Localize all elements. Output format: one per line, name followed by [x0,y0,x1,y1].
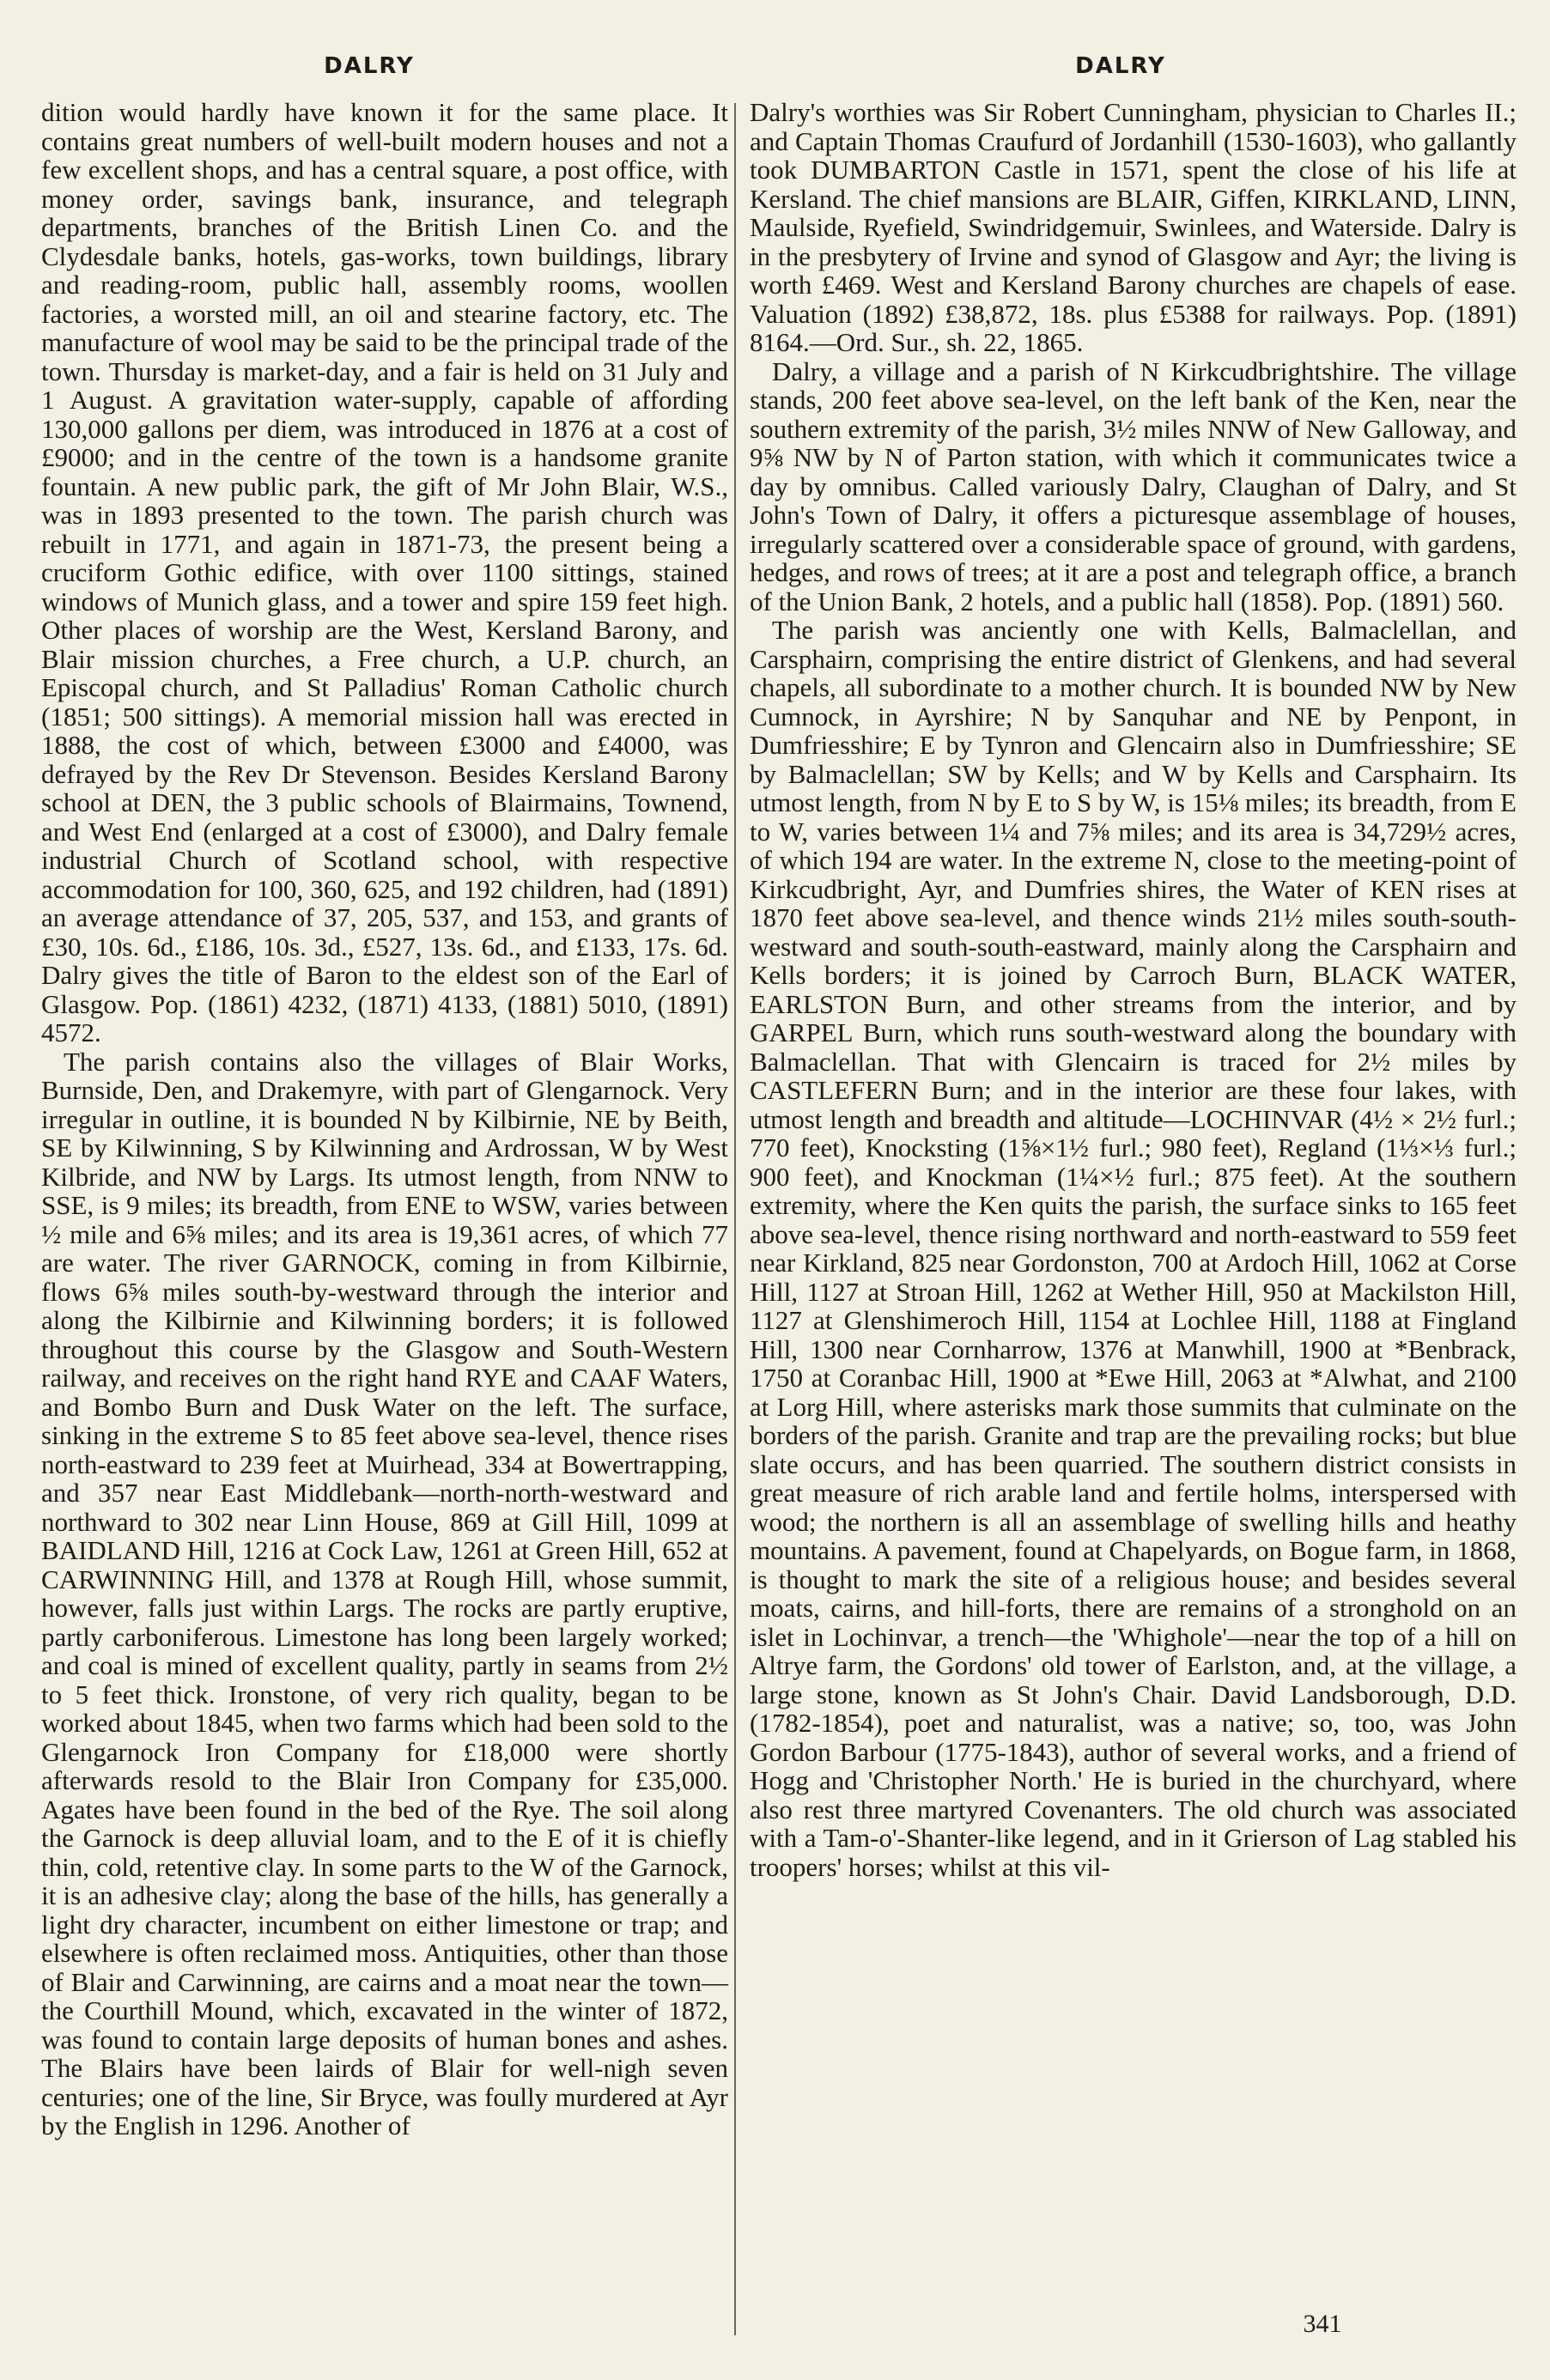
left-column [41,98,728,2140]
right-paragraph-3: The parish was anciently one with Kells, Balmaclellan, and Carsphairn, comprising the entire district of Glenkens, and had several chapels, all subordinate to a mother church. It is bounded NW by New Cumnock, in Ayrshire; N by Sanquhar and NE by Penpont, in Dumfriesshire; E by Tynron and Glencairn also in Dumfriesshire; SE by Balmaclellan; SW by Kells; and W by Kells and Carsphairn. Its utmost length, from N by E to S by W, is 15⅛ miles; its breadth, from E to W, varies between 1¼ and 7⅝ miles; and its area is 34,729½ acres, of which 194 are water. In the extreme N, close to the meeting-point of Kirkcudbright, Ayr, and Dumfries shires, the Water of KEN rises at 1870 feet above sea-level, and thence winds 21½ miles south-south-westward and south-south-eastward, mainly along the Carsphairn and Kells borders; it is joined by Carroch Burn, BLACK WATER, EARLSTON Burn, and other streams from the interior, and by GARPEL Burn, which runs south-westward along the boundary with Balmaclellan. That with Glencairn is traced for 2½ miles by CASTLEFERN Burn; and in the interior are these four lakes, with utmost length and breadth and altitude—LOCHINVAR (4½ × 2½ furl.; 770 feet), Knocksting (1⅝×1½ furl.; 980 feet), Regland (1⅓×⅓ furl.; 900 feet), and Knockman (1¼×½ furl.; 875 feet). At the southern extremity, where the Ken quits the parish, the surface sinks to 165 feet above sea-level, thence rising northward and north-eastward to 559 feet near Kirkland, 825 near Gordonston, 700 at Ardoch Hill, 1062 at Corse Hill, 1127 at Stroan Hill, 1262 at Wether Hill, 950 at Mackilston Hill, 1127 at Glenshimeroch Hill, 1154 at Lochlee Hill, 1188 at Fingland Hill, 1300 near Cornharrow, 1376 at Manwhill, 1900 at *Benbrack, 1750 at Coranbac Hill, 1900 at *Ewe Hill, 2063 at *Alwhat, and 2100 at Lorg Hill, where asterisks mark those summits that culminate on the borders of the parish. Granite and trap are the prevailing rocks; but blue slate occurs, and has been quarried. The southern district consists in great measure of rich arable land and fertile holms, interspersed with wood; the northern is all an assemblage of swelling hills and heathy mountains. A pavement, found at Chapelyards, on Bogue farm, in 1868, is thought to mark the site of a religious house; and besides several moats, cairns, and hill-forts, there are remains of a stronghold on an islet in Lochinvar, a trench—the 'Whighole'—near the top of a hill on Altrye farm, the Gordons' old tower of Earlston, and, at the village, a large stone, known as St John's Chair. David Landsborough, D.D. (1782-1854), poet and naturalist, was a native; so, too, was John Gordon Barbour (1775-1843), author of several works, and a friend of Hogg and 'Christopher North.' He is buried in the churchyard, where also rest three martyred Covenanters. The old church was associated with a Tam-o'-Shanter-like legend, and in it Grierson of Lag stabled his troopers' horses; whilst at this vil- [750,615,1517,1882]
right-column [750,98,1517,1881]
page-number: 341 [1303,2310,1342,2338]
right-paragraph-2: Dalry, a village and a parish of N Kirkcudbrightshire. The village stands, 200 feet above sea-level, on the left bank of the Ken, near the southern extremity of the parish, 3½ miles NNW of New Galloway, and 9⅝ NW by N of Parton station, with which it communicates twice a day by omnibus. Called variously Dalry, Claughan of Dalry, and St John's Town of Dalry, it offers a picturesque assemblage of houses, irregularly scattered over a considerable space of ground, with gardens, hedges, and rows of trees; at it are a post and telegraph office, a branch of the Union Bank, 2 hotels, and a public hall (1858). Pop. (1891) 560. [750,355,1517,616]
running-head-left: DALRY [324,53,415,79]
left-paragraph-2: The parish contains also the villages of Blair Works, Burnside, Den, and Drakemyre, with part of Glengarnock. Very irregular in outline, it is bounded N by Kilbirnie, NE by Beith, SE by Kilwinning, S by Kilwinning and Ardrossan, W by West Kilbride, and NW by Largs. Its utmost length, from NNW to SSE, is 9 miles; its breadth, from ENE to WSW, varies between ½ mile and 6⅝ miles; and its area is 19,361 acres, of which 77 are water. The river GARNOCK, coming in from Kilbirnie, flows 6⅝ miles south-by-westward through the interior and along the Kilbirnie and Kilwinning borders; it is followed throughout this course by the Glasgow and South-Western railway, and receives on the right hand RYE and CAAF Waters, and Bombo Burn and Dusk Water on the left. The surface, sinking in the extreme S to 85 feet above sea-level, thence rises north-eastward to 239 feet at Muirhead, 334 at Bowertrapping, and 357 near East Middlebank—north-north-westward and northward to 302 near Linn House, 869 at Gill Hill, 1099 at BAIDLAND Hill, 1216 at Cock Law, 1261 at Green Hill, 652 at CARWINNING Hill, and 1378 at Rough Hill, whose summit, however, falls just within Largs. The rocks are partly eruptive, partly carboniferous. Limestone has long been largely worked; and coal is mined of excellent quality, partly in seams from 2½ to 5 feet thick. Ironstone, of very rich quality, began to be worked about 1845, when two farms which had been sold to the Glengarnock Iron Company for £18,000 were shortly afterwards resold to the Blair Iron Company for £35,000. Agates have been found in the bed of the Rye. The soil along the Garnock is deep alluvial loam, and to the E of it is chiefly thin, cold, retentive clay. In some parts to the W of the Garnock, it is an adhesive clay; along the base of the hills, has generally a light dry character, incumbent on either limestone or trap; and elsewhere is often reclaimed moss. Antiquities, other than those of Blair and Carwinning, are cairns and a moat near the town—the Courthill Mound, which, excavated in the winter of 1872, was found to contain large deposits of human bones and ashes. The Blairs have been lairds of Blair for well-nigh seven centuries; one of the line, Sir Bryce, was foully murdered at Ayr by the English in 1296. Another of [41,1046,728,2140]
left-paragraph-1: dition would hardly have known it for the same place. It contains great numbers of well-built modern houses and not a few excellent shops, and has a central square, a post office, with money order, savings bank, insurance, and telegraph departments, branches of the British Linen Co. and the Clydesdale banks, hotels, gas-works, town buildings, library and reading-room, public hall, assembly rooms, woollen factories, a worsted mill, an oil and stearine factory, etc. The manufacture of wool may be said to be the principal trade of the town. Thursday is market-day, and a fair is held on 31 July and 1 August. A gravitation water-supply, capable of affording 130,000 gallons per diem, was introduced in 1876 at a cost of £9000; and in the centre of the town is a handsome granite fountain. A new public park, the gift of Mr John Blair, W.S., was in 1893 presented to the town. The parish church was rebuilt in 1771, and again in 1871-73, the present being a cruciform Gothic edifice, with over 1100 sittings, stained windows of Munich glass, and a tower and spire 159 feet high. Other places of worship are the West, Kersland Barony, and Blair mission churches, a Free church, a U.P. church, an Episcopal church, and St Palladius' Roman Catholic church (1851; 500 sittings). A memorial mission hall was erected in 1888, the cost of which, between £3000 and £4000, was defrayed by the Rev Dr Stevenson. Besides Kersland Barony school at DEN, the 3 public schools of Blairmains, Townend, and West End (enlarged at a cost of £3000), and Dalry female industrial Church of Scotland school, with respective accommodation for 100, 360, 625, and 192 children, had (1891) an average attendance of 37, 205, 537, and 153, and grants of £30, 10s. 6d., £186, 10s. 3d., £527, 13s. 6d., and £133, 17s. 6d. Dalry gives the title of Baron to the eldest son of the Earl of Glasgow. Pop. (1861) 4232, (1871) 4133, (1881) 5010, (1891) 4572. [41,97,728,1047]
column-divider [734,103,736,2335]
running-head-right: DALRY [1075,53,1166,79]
right-paragraph-1: Dalry's worthies was Sir Robert Cunningham, physician to Charles II.; and Captain Thomas Craufurd of Jordanhill (1530-1603), who gallantly took DUMBARTON Castle in 1571, spent the close of his life at Kersland. The chief mansions are BLAIR, Giffen, KIRKLAND, LINN, Maulside, Ryefield, Swindridgemuir, Swinlees, and Waterside. Dalry is in the presbytery of Irvine and synod of Glasgow and Ayr; the living is worth £469. West and Kersland Barony churches are chapels of ease. Valuation (1892) £38,872, 18s. plus £5388 for railways. Pop. (1891) 8164.—Ord. Sur., sh. 22, 1865. [750,97,1517,357]
